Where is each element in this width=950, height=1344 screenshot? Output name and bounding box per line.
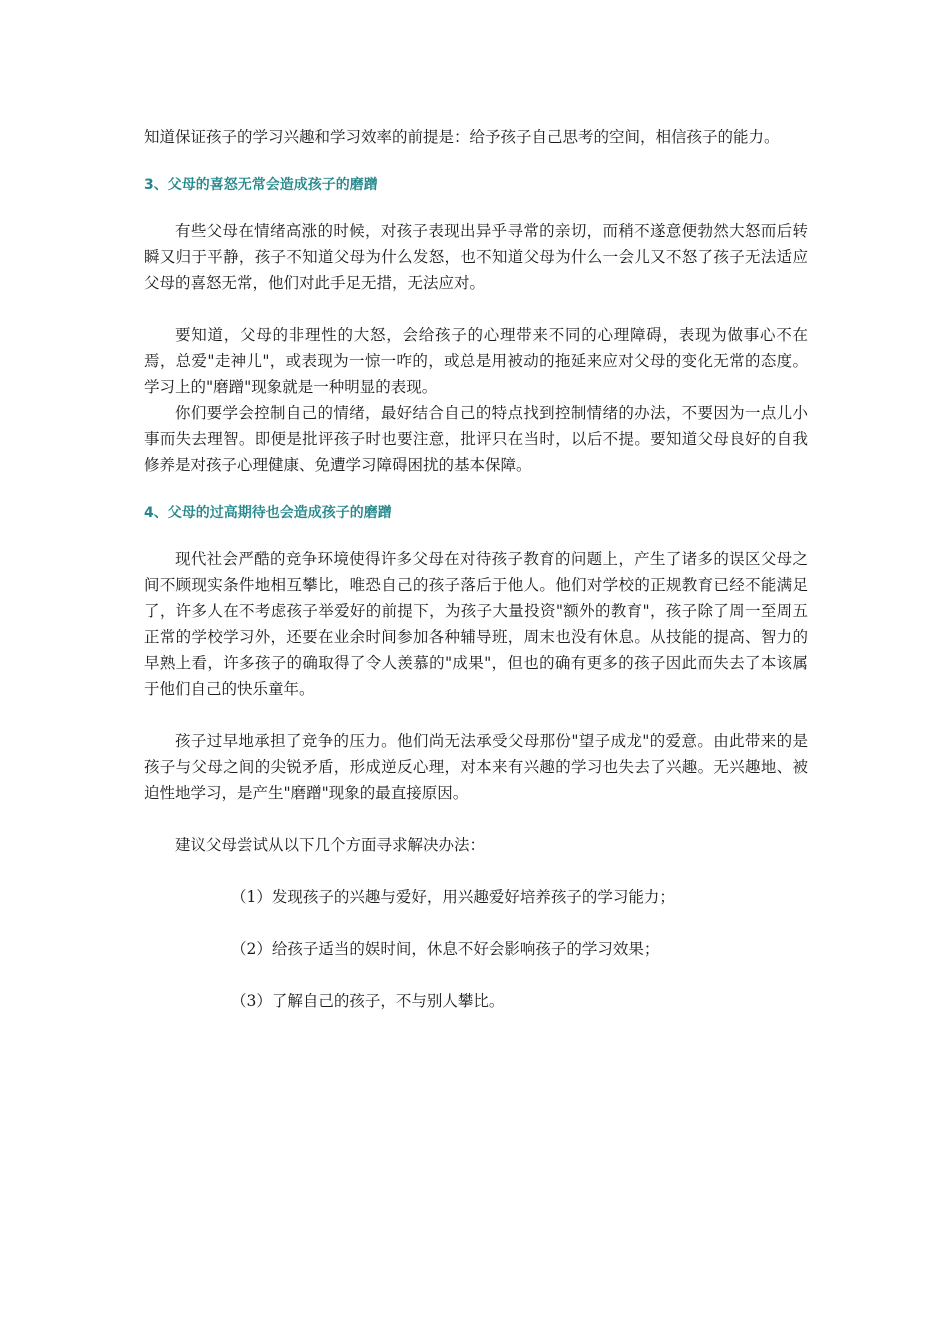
document-body bbox=[144, 124, 808, 1014]
paragraph-suggestions-intro: 建议父母尝试从以下几个方面寻求解决办法： bbox=[175, 836, 486, 854]
section-heading-3: 3、父母的喜怒无常会造成孩子的磨蹭 bbox=[144, 177, 378, 193]
list-item: （2）给孩子适当的娱时间，休息不好会影响孩子的学习效果； bbox=[231, 940, 660, 958]
paragraph-pressure: 孩子过早地承担了竞争的压力。他们尚无法承受父母那份"望子成龙"的爱意。由此带来的是孩子与父母之间的尖锐矛盾，形成逆反心理，对本来有兴趣的学习也失去了兴趣。无兴趣地、被迫性地学习，是产生"磨蹭"现象的最直接原因。 bbox=[144, 732, 808, 802]
paragraph-mood-swings: 有些父母在情绪高涨的时候，对孩子表现出异乎寻常的亲切，而稍不遂意便勃然大怒而后转瞬又归于平静，孩子不知道父母为什么发怒，也不知道父母为什么一会儿又不怒了孩子无法适应父母的喜怒无常，他们对此手足无措，无法应对。 bbox=[144, 222, 808, 292]
section-heading-4: 4、父母的过高期待也会造成孩子的磨蹭 bbox=[144, 505, 392, 521]
paragraph-irrational-anger: 要知道，父母的非理性的大怒，会给孩子的心理带来不同的心理障碍，表现为做事心不在焉，总爱"走神儿"，或表现为一惊一咋的，或总是用被动的拖延来应对父母的变化无常的态度。学习上的"磨蹭"现象就是一种明显的表现。 bbox=[144, 326, 808, 396]
list-item: （1）发现孩子的兴趣与爱好，用兴趣爱好培养孩子的学习能力； bbox=[231, 888, 675, 906]
paragraph-high-expectations: 现代社会严酷的竞争环境使得许多父母在对待孩子教育的问题上，产生了诸多的误区父母之间不顾现实条件地相互攀比，唯恐自己的孩子落后于他人。他们对学校的正规教育已经不能满足了，许多人在不考虑孩子举爱好的前提下，为孩子大量投资"额外的教育"，孩子除了周一至周五正常的学校学习外，还要在业余时间参加各种辅导班，周末也没有休息。从技能的提高、智力的早熟上看，许多孩子的确取得了令人羡慕的"成果"，但也的确有更多的孩子因此而失去了本该属于他们自己的快乐童年。 bbox=[144, 550, 808, 698]
paragraph-continued: 知道保证孩子的学习兴趣和学习效率的前提是：给予孩子自己思考的空间，相信孩子的能力。 bbox=[144, 128, 780, 146]
list-item: （3）了解自己的孩子，不与别人攀比。 bbox=[231, 992, 505, 1010]
paragraph-control-emotions: 你们要学会控制自己的情绪，最好结合自己的特点找到控制情绪的办法，不要因为一点儿小事而失去理智。即便是批评孩子时也要注意，批评只在当时，以后不提。要知道父母良好的自我修养是对孩子心理健康、免遭学习障碍困扰的基本保障。 bbox=[144, 404, 808, 474]
